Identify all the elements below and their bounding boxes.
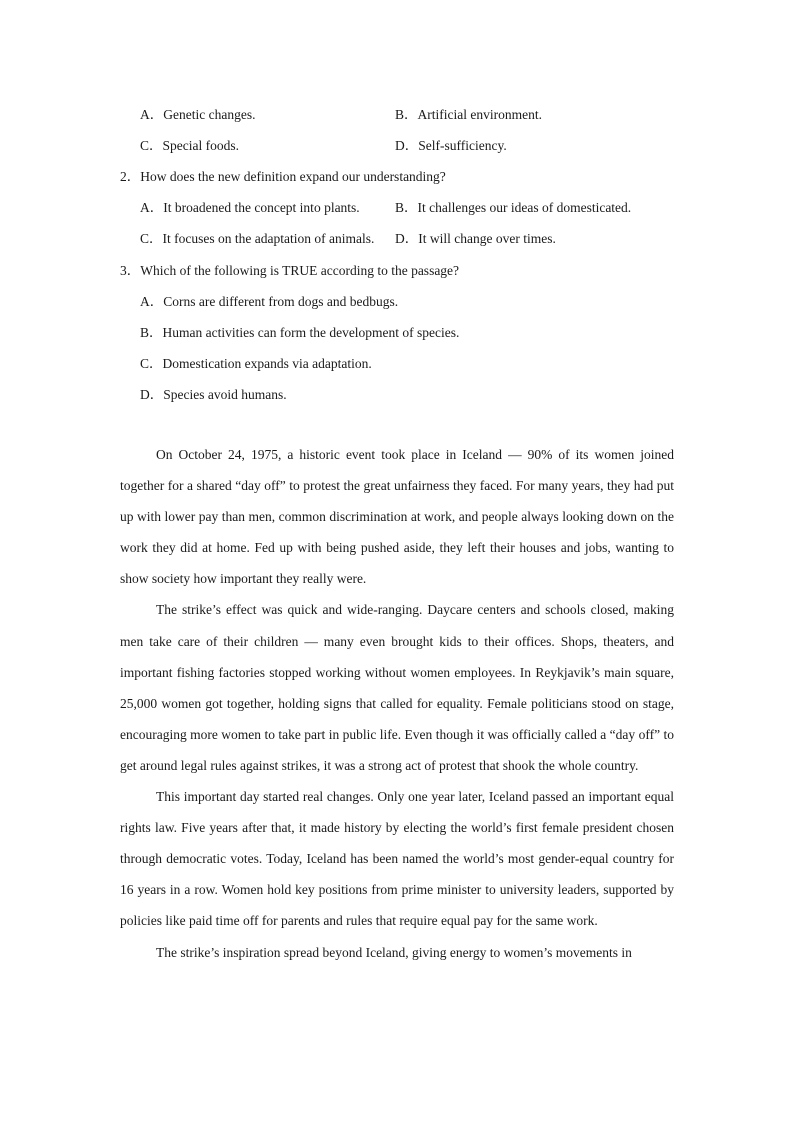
q3-option-c[interactable]: C．Domestication expands via adaptation. (140, 356, 372, 371)
q3-option-a[interactable]: A．Corns are different from dogs and bedbugs. (140, 294, 399, 309)
q2-option-a[interactable]: A．It broadened the concept into plants. (140, 200, 360, 215)
q2-option-d[interactable]: D．It will change over times. (395, 231, 556, 246)
q2-stem: 2．How does the new definition expand our understanding? (120, 169, 446, 184)
q1-option-c[interactable]: C．Special foods. (140, 138, 239, 153)
q1-option-d[interactable]: D．Self-sufficiency. (395, 138, 507, 153)
q1-option-a[interactable]: A．Genetic changes. (140, 107, 256, 122)
q3-option-d[interactable]: D．Species avoid humans. (140, 387, 287, 402)
q2-option-b[interactable]: B．It challenges our ideas of domesticated. (395, 200, 632, 215)
q2-option-c[interactable]: C．It focuses on the adaptation of animals. (140, 231, 375, 246)
passage-paragraph-2: The strike’s effect was quick and wide-ranging. Daycare centers and schools closed, making men take care of their children — many even brought kids to their offices. Shops, theaters, and important fishing factories stopped working without women employees. In Reykjavik’s main square, 25,000 women got together, holding signs that called for equality. Female politicians stood on stage, encouraging more women to take part in public life. Even though it was officially called a “day off” to get around legal rules against strikes, it was a strong act of protest that shook the whole country. (120, 602, 674, 773)
passage-paragraph-4: The strike’s inspiration spread beyond Iceland, giving energy to women’s movements in (156, 944, 632, 960)
q1-option-b[interactable]: B．Artificial environment. (395, 107, 542, 122)
passage-paragraph-1: On October 24, 1975, a historic event took place in Iceland — 90% of its women joined together for a shared “day off” to protest the great unfairness they faced. For many years, they had put up with lower pay than men, common discrimination at work, and people always looking down on the work they did at home. Fed up with being pushed aside, they left their houses and jobs, wanting to show society how important they really were. (120, 447, 674, 587)
q3-stem: 3．Which of the following is TRUE according to the passage? (120, 263, 460, 278)
q3-option-b[interactable]: B．Human activities can form the development of species. (140, 325, 460, 340)
reading-passage (120, 439, 674, 968)
passage-paragraph-3: This important day started real changes. Only one year later, Iceland passed an important equal rights law. Five years after that, it made history by electing the world’s first female president chosen through democratic votes. Today, Iceland has been named the world’s most gender-equal country for 16 years in a row. Women hold key positions from prime minister to university leaders, supported by policies like paid time off for parents and rules that require equal pay for the same work. (120, 789, 674, 929)
